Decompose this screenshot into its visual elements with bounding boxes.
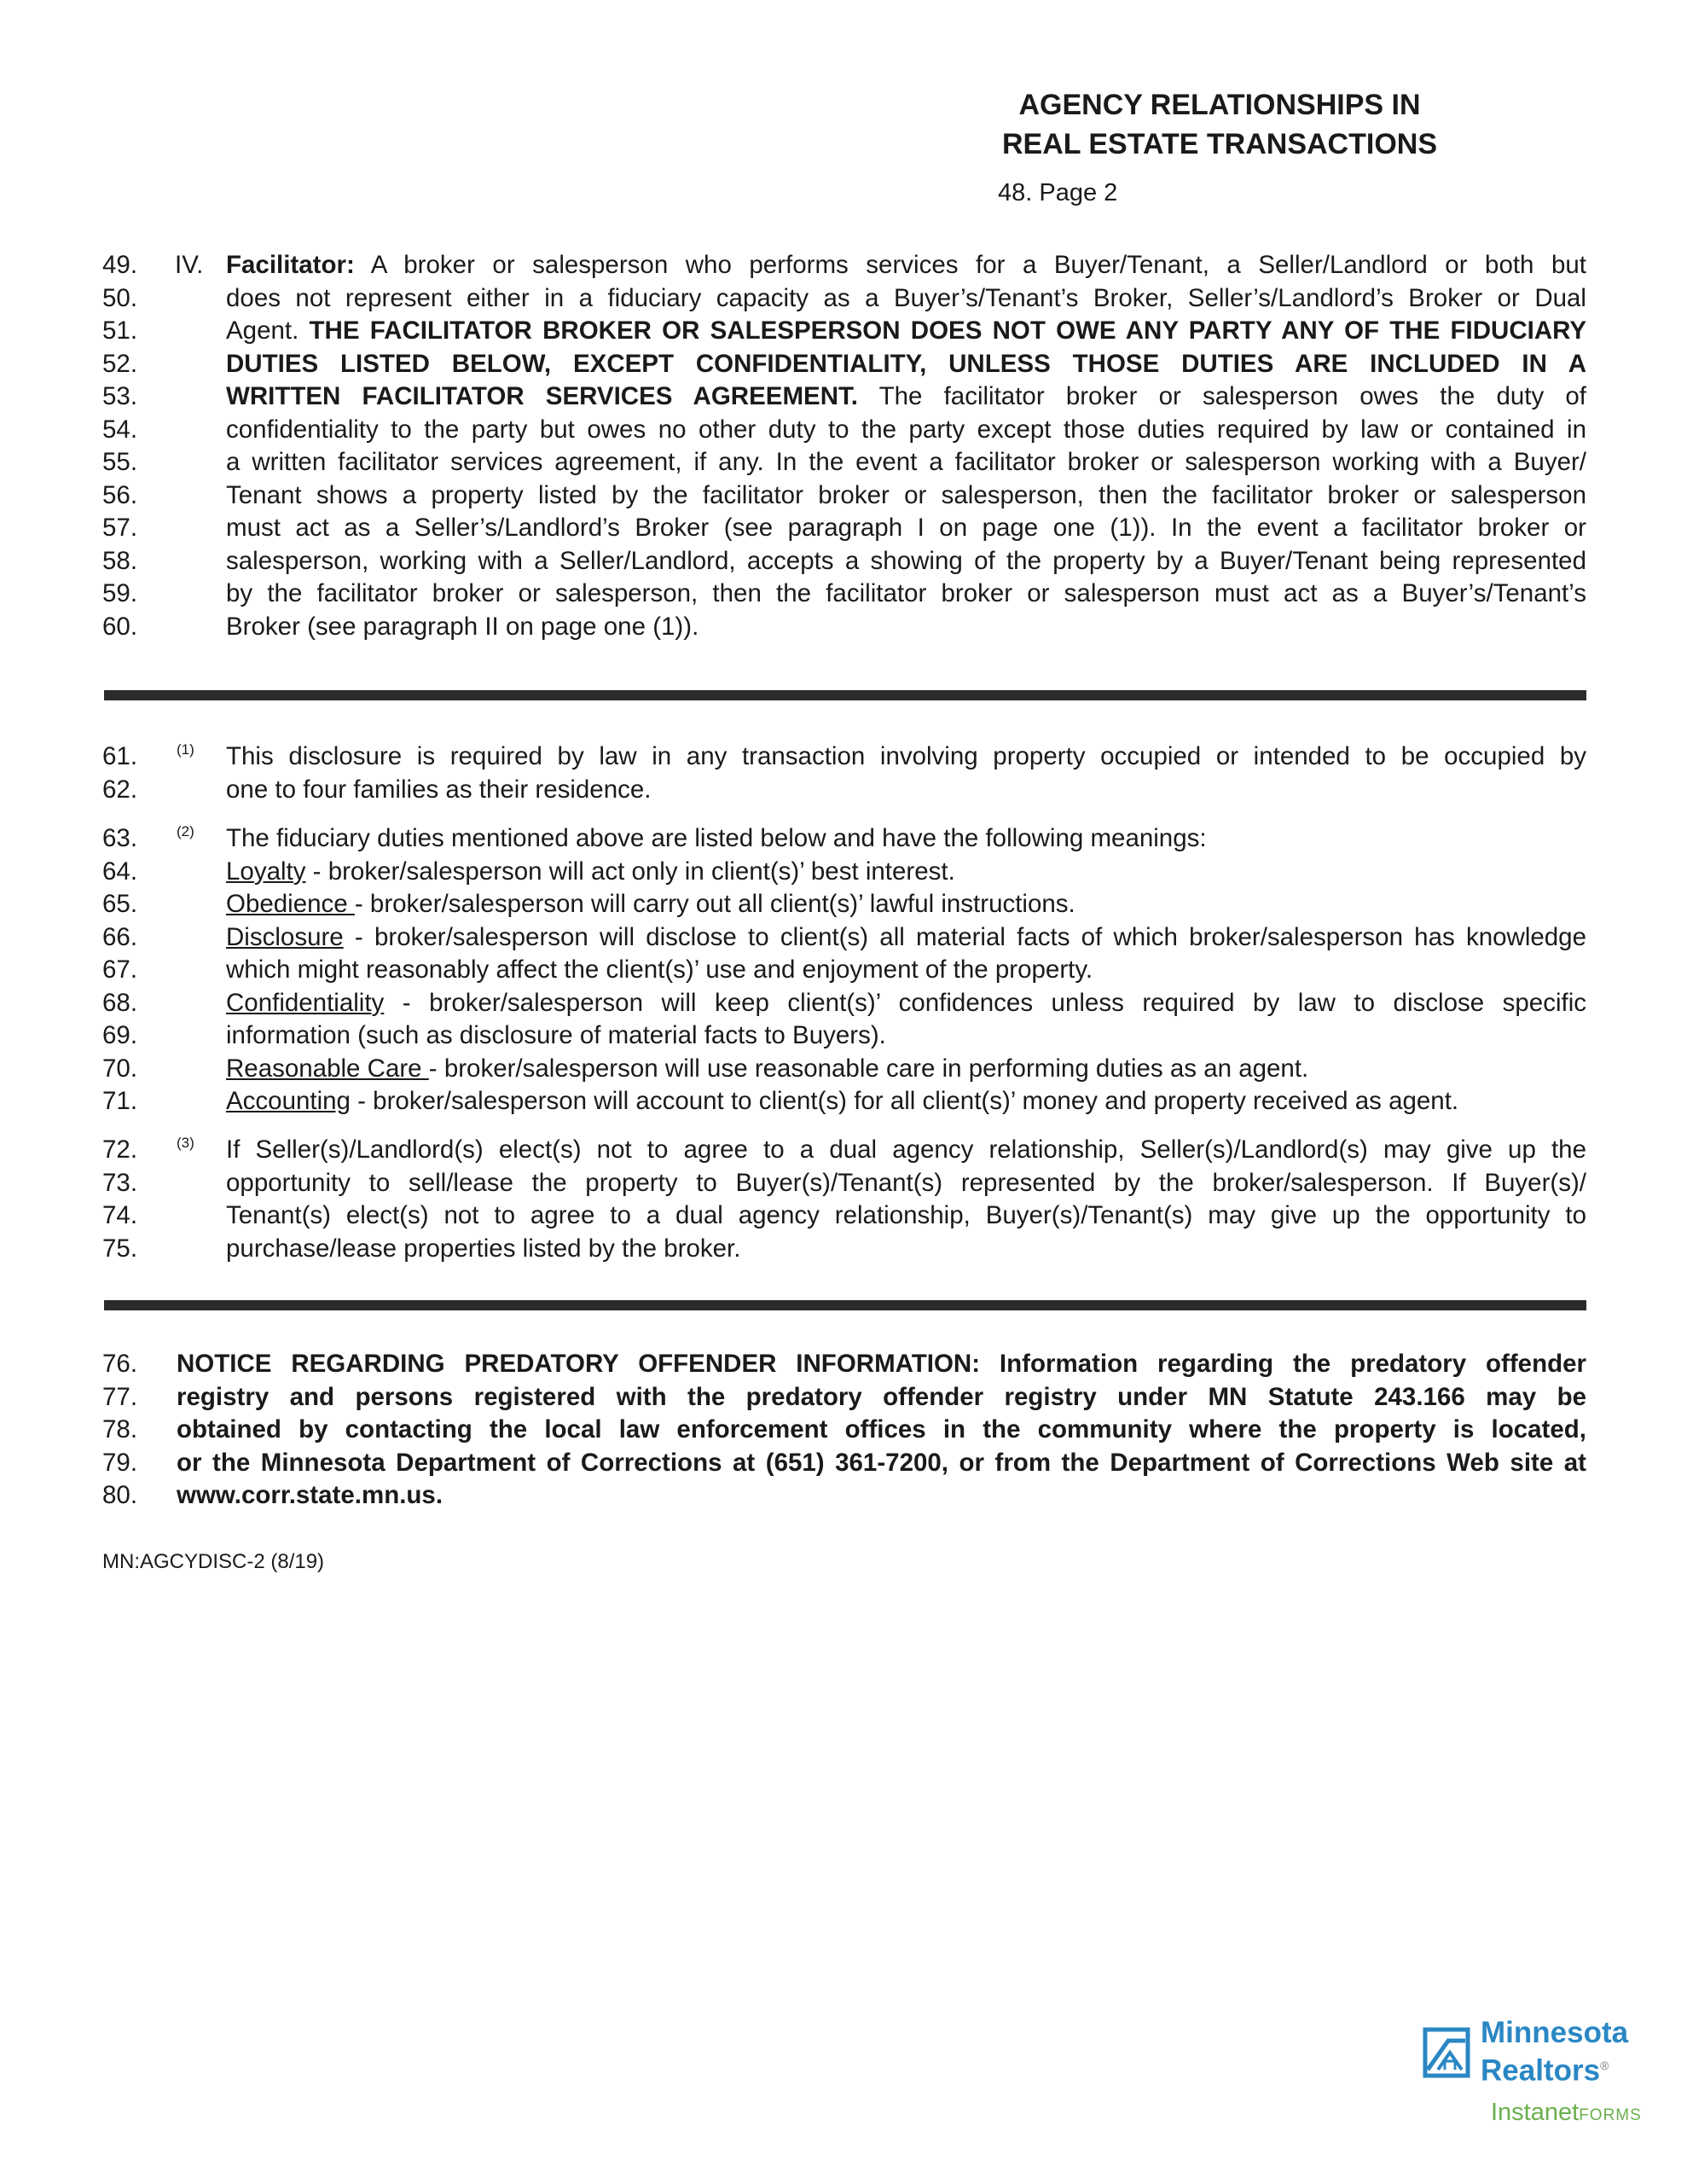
line-text: This disclosure is required by law in any transaction involving property occupied or intended to be occupied by	[226, 742, 1586, 770]
title-line-1: AGENCY RELATIONSHIPS IN	[1018, 89, 1421, 121]
line-text: which might reasonably affect the client(s)’ use and enjoyment of the property.	[226, 956, 1093, 984]
instanet-forms-label: InstanetFORMS	[1491, 2099, 1642, 2126]
line-number: 57.	[102, 514, 138, 542]
line-number: 54.	[102, 415, 138, 444]
title-line-2: REAL ESTATE TRANSACTIONS	[1001, 128, 1438, 160]
line-text: opportunity to sell/lease the property to Buyer(s)/Tenant(s) represented by the broker/salesperson. If Buyer(s)/	[226, 1168, 1586, 1197]
line-text: confidentiality to the party but owes no other duty to the party except those duties required by law or contained in	[226, 415, 1586, 444]
line-number: 49.	[102, 251, 138, 279]
line-text: Confidentiality - broker/salesperson will keep client(s)’ confidences unless required by law to disclose specific	[226, 988, 1586, 1017]
line-number: 63.	[102, 824, 138, 852]
line-number: 74.	[102, 1201, 138, 1229]
line-number: 72.	[102, 1136, 138, 1164]
line-text: obtained by contacting the local law enforcement offices in the community where the property is located,	[177, 1415, 1586, 1443]
duty-term: Obedience	[226, 890, 355, 918]
line-text: WRITTEN FACILITATOR SERVICES AGREEMENT. The facilitator broker or salesperson owes the duty of	[226, 382, 1587, 410]
line-text: must act as a Seller’s/Landlord’s Broker (see paragraph I on page one (1)). In the event a facilitator broker or	[226, 514, 1586, 542]
line-number: 62.	[102, 775, 138, 804]
line-text: salesperson, working with a Seller/Landlord, accepts a showing of the property by a Buyer/Tenant being represented	[226, 546, 1586, 575]
line-text: Broker (see paragraph II on page one (1)).	[226, 612, 699, 641]
line-number: 80.	[102, 1481, 138, 1509]
line-number: 55.	[102, 448, 138, 476]
line-number: 77.	[102, 1382, 138, 1411]
line-number: 53.	[102, 382, 138, 410]
line-text: purchase/lease properties listed by the broker.	[226, 1234, 741, 1263]
line-text: by the facilitator broker or salesperson, then the facilitator broker or salesperson must act as a Buyer’s/Tenant’s	[226, 579, 1586, 607]
line-text: Facilitator: A broker or salesperson who performs services for a Buyer/Tenant, a Seller/Landlord or both but	[226, 251, 1586, 279]
line-text: one to four families as their residence.	[226, 775, 652, 804]
section-divider	[104, 690, 1586, 700]
line-text: Reasonable Care - broker/salesperson will use reasonable care in performing duties as an agent.	[226, 1054, 1309, 1083]
line-number: 76.	[102, 1350, 138, 1378]
footnote-marker: (3)	[177, 1135, 194, 1151]
logo-line-1: Minnesota	[1481, 2016, 1629, 2049]
line-number: 65.	[102, 890, 138, 918]
duty-term: Disclosure	[226, 922, 344, 951]
duty-term: Accounting	[226, 1087, 351, 1115]
line-text: information (such as disclosure of material facts to Buyers).	[226, 1021, 886, 1049]
page-number: 48. Page 2	[998, 179, 1118, 206]
line-text: does not represent either in a fiduciary capacity as a Buyer’s/Tenant’s Broker, Seller’s/Landlord’s Broker or Dual	[226, 283, 1586, 312]
logo-wordmark	[1481, 2017, 1628, 2088]
line-number: 66.	[102, 922, 138, 951]
duty-term: Loyalty	[226, 857, 306, 886]
line-number: 70.	[102, 1054, 138, 1083]
line-number: 56.	[102, 480, 138, 509]
logo-line-2: Realtors®	[1481, 2053, 1609, 2088]
minnesota-realtors-logo	[1423, 2017, 1661, 2145]
line-number: 69.	[102, 1021, 138, 1049]
footnote-marker: (1)	[177, 741, 194, 758]
form-code: MN:AGCYDISC-2 (8/19)	[102, 1550, 325, 1573]
line-text: Tenant shows a property listed by the facilitator broker or salesperson, then the facilitator broker or salesperson	[226, 480, 1586, 509]
line-number: 61.	[102, 742, 138, 770]
line-number: 52.	[102, 349, 138, 378]
line-number: 71.	[102, 1087, 138, 1115]
line-number: 58.	[102, 546, 138, 575]
line-text: NOTICE REGARDING PREDATORY OFFENDER INFORMATION: Information regarding the predatory offender	[177, 1350, 1586, 1378]
line-text: www.corr.state.mn.us.	[177, 1481, 443, 1509]
line-text: a written facilitator services agreement, if any. In the event a facilitator broker or salesperson working with a Buyer/	[226, 448, 1586, 476]
line-text: or the Minnesota Department of Corrections at (651) 361-7200, or from the Department of Corrections Web site at	[177, 1448, 1586, 1477]
footnote-marker: (2)	[177, 823, 194, 839]
section-roman-numeral: IV.	[175, 251, 204, 279]
line-text: Tenant(s) elect(s) not to agree to a dual agency relationship, Buyer(s)/Tenant(s) may give up the opportunity to	[226, 1201, 1586, 1229]
line-text: Obedience - broker/salesperson will carry out all client(s)’ lawful instructions.	[226, 890, 1075, 918]
line-text: registry and persons registered with the predatory offender registry under MN Statute 243.166 may be	[177, 1382, 1586, 1411]
line-number: 51.	[102, 317, 138, 345]
line-number: 68.	[102, 988, 138, 1017]
line-text: Loyalty - broker/salesperson will act only in client(s)’ best interest.	[226, 857, 955, 886]
line-number: 64.	[102, 857, 138, 886]
line-number: 78.	[102, 1415, 138, 1443]
line-text: DUTIES LISTED BELOW, EXCEPT CONFIDENTIALITY, UNLESS THOSE DUTIES ARE INCLUDED IN A	[226, 349, 1586, 378]
line-number: 50.	[102, 283, 138, 312]
line-text: If Seller(s)/Landlord(s) elect(s) not to agree to a dual agency relationship, Seller(s)/Landlord(s) may give up the	[226, 1136, 1586, 1164]
line-number: 73.	[102, 1168, 138, 1197]
line-text: The fiduciary duties mentioned above are listed below and have the following meanings:	[226, 824, 1207, 852]
line-text: Disclosure - broker/salesperson will disclose to client(s) all material facts of which broker/salesperson has knowledge	[226, 922, 1586, 951]
line-number: 75.	[102, 1234, 138, 1263]
line-number: 79.	[102, 1448, 138, 1477]
duty-term: Reasonable Care	[226, 1054, 429, 1083]
line-number: 59.	[102, 579, 138, 607]
facilitator-term: Facilitator:	[226, 251, 355, 279]
line-number: 67.	[102, 956, 138, 984]
line-number: 60.	[102, 612, 138, 641]
line-text: Agent. THE FACILITATOR BROKER OR SALESPERSON DOES NOT OWE ANY PARTY ANY OF THE FIDUCIARY	[226, 317, 1587, 345]
section-divider	[104, 1300, 1586, 1310]
realtors-mark-icon	[1423, 2027, 1470, 2078]
document-title	[964, 85, 1475, 164]
duty-term: Confidentiality	[226, 988, 385, 1017]
line-text: Accounting - broker/salesperson will account to client(s) for all client(s)’ money and property received as agent.	[226, 1087, 1459, 1115]
